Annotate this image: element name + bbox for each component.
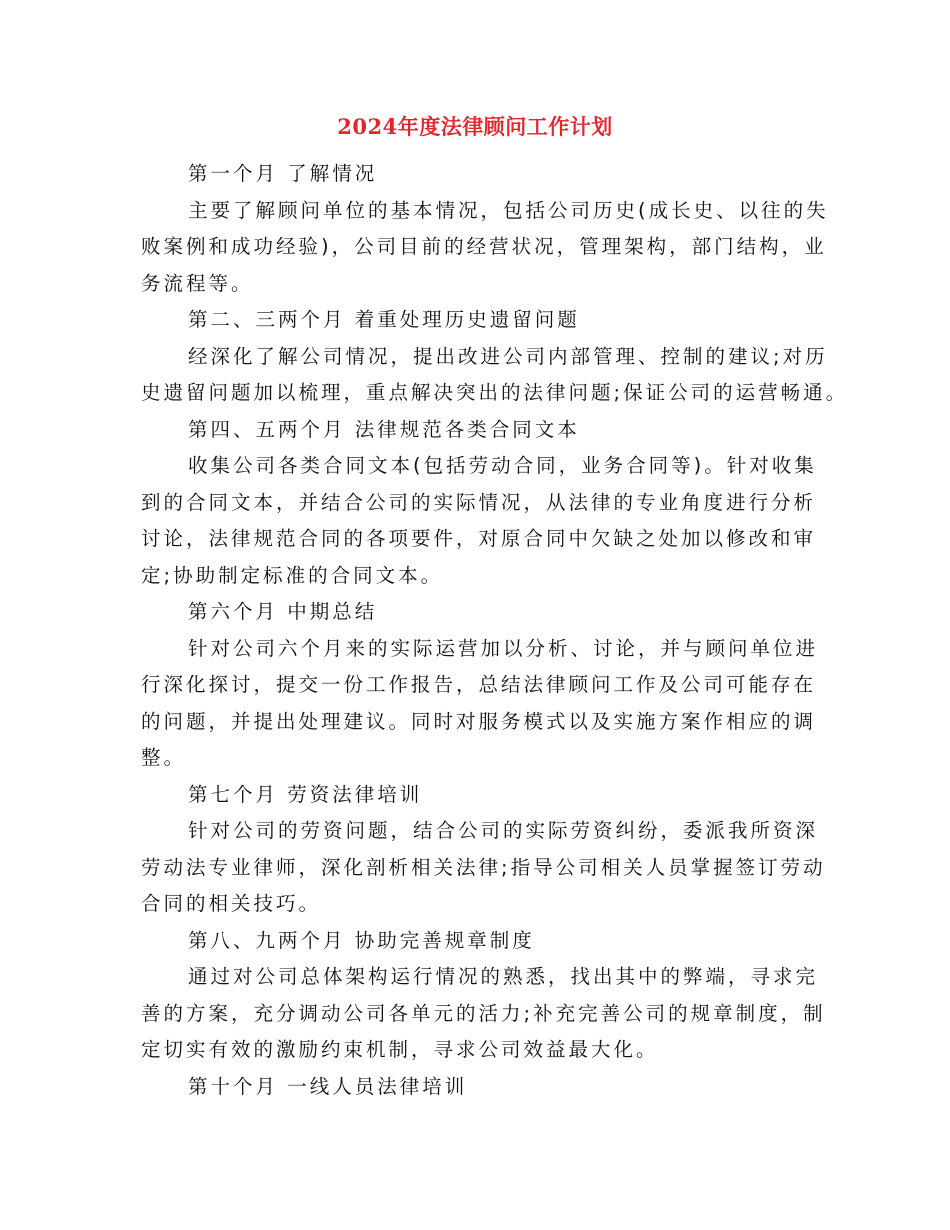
paragraph-line: 务流程等。 (141, 271, 254, 295)
paragraph-line: 主要了解顾问单位的基本情况，包括公司历史(成长史、以往的失 (188, 198, 829, 222)
section-heading: 第七个月 劳资法律培训 (188, 782, 423, 806)
section-heading: 第二、三两个月 着重处理历史遗留问题 (188, 308, 580, 331)
paragraph-line: 针对公司六个月来的实际运营加以分析、讨论，并与顾问单位进 (188, 636, 819, 660)
paragraph-line: 经深化了解公司情况，提出改进公司内部管理、控制的建议;对历 (188, 344, 828, 368)
paragraph-line: 的问题，并提出处理建议。同时对服务模式以及实施方案作相应的调 (141, 709, 817, 733)
section-heading: 第十个月 一线人员法律培训 (188, 1074, 468, 1098)
section-heading: 第一个月 了解情况 (188, 162, 378, 185)
paragraph-line: 讨论，法律规范合同的各项要件，对原合同中欠缺之处加以修改和审 (141, 527, 817, 550)
section-heading: 第四、五两个月 法律规范各类合同文本 (188, 417, 580, 441)
paragraph-line: 史遗留问题加以梳理，重点解决突出的法律问题;保证公司的运营畅通。 (141, 381, 849, 404)
document-body (141, 156, 849, 1105)
paragraph-line: 劳动法专业律师，深化剖析相关法律;指导公司相关人员掌握签订劳动 (141, 855, 826, 879)
section-heading: 第八、九两个月 协助完善规章制度 (188, 928, 535, 952)
paragraph-line: 定;协助制定标准的合同文本。 (141, 563, 444, 587)
paragraph-line: 行深化探讨，提交一份工作报告，总结法律顾问工作及公司可能存在 (141, 673, 817, 696)
paragraph-line: 针对公司的劳资问题，结合公司的实际劳资纠纷，委派我所资深 (188, 819, 819, 842)
section-heading: 第六个月 中期总结 (188, 600, 378, 623)
paragraph-line: 整。 (141, 746, 187, 769)
paragraph-line: 败案例和成功经验)，公司目前的经营状况，管理架构，部门结构，业 (141, 235, 827, 258)
document-title: 2024年度法律顾问工作计划 (337, 114, 613, 139)
paragraph-line: 合同的相关技巧。 (141, 892, 322, 915)
paragraph-line: 善的方案，充分调动公司各单元的活力;补充完善公司的规章制度，制 (141, 1001, 826, 1025)
paragraph-line: 定切实有效的激励约束机制，寻求公司效益最大化。 (141, 1038, 659, 1061)
paragraph-line: 到的合同文本，并结合公司的实际情况，从法律的专业角度进行分析 (141, 490, 817, 514)
paragraph-line: 通过对公司总体架构运行情况的熟悉，找出其中的弊端，寻求完 (188, 965, 819, 988)
paragraph-line: 收集公司各类合同文本(包括劳动合同，业务合同等)。针对收集 (188, 454, 817, 477)
